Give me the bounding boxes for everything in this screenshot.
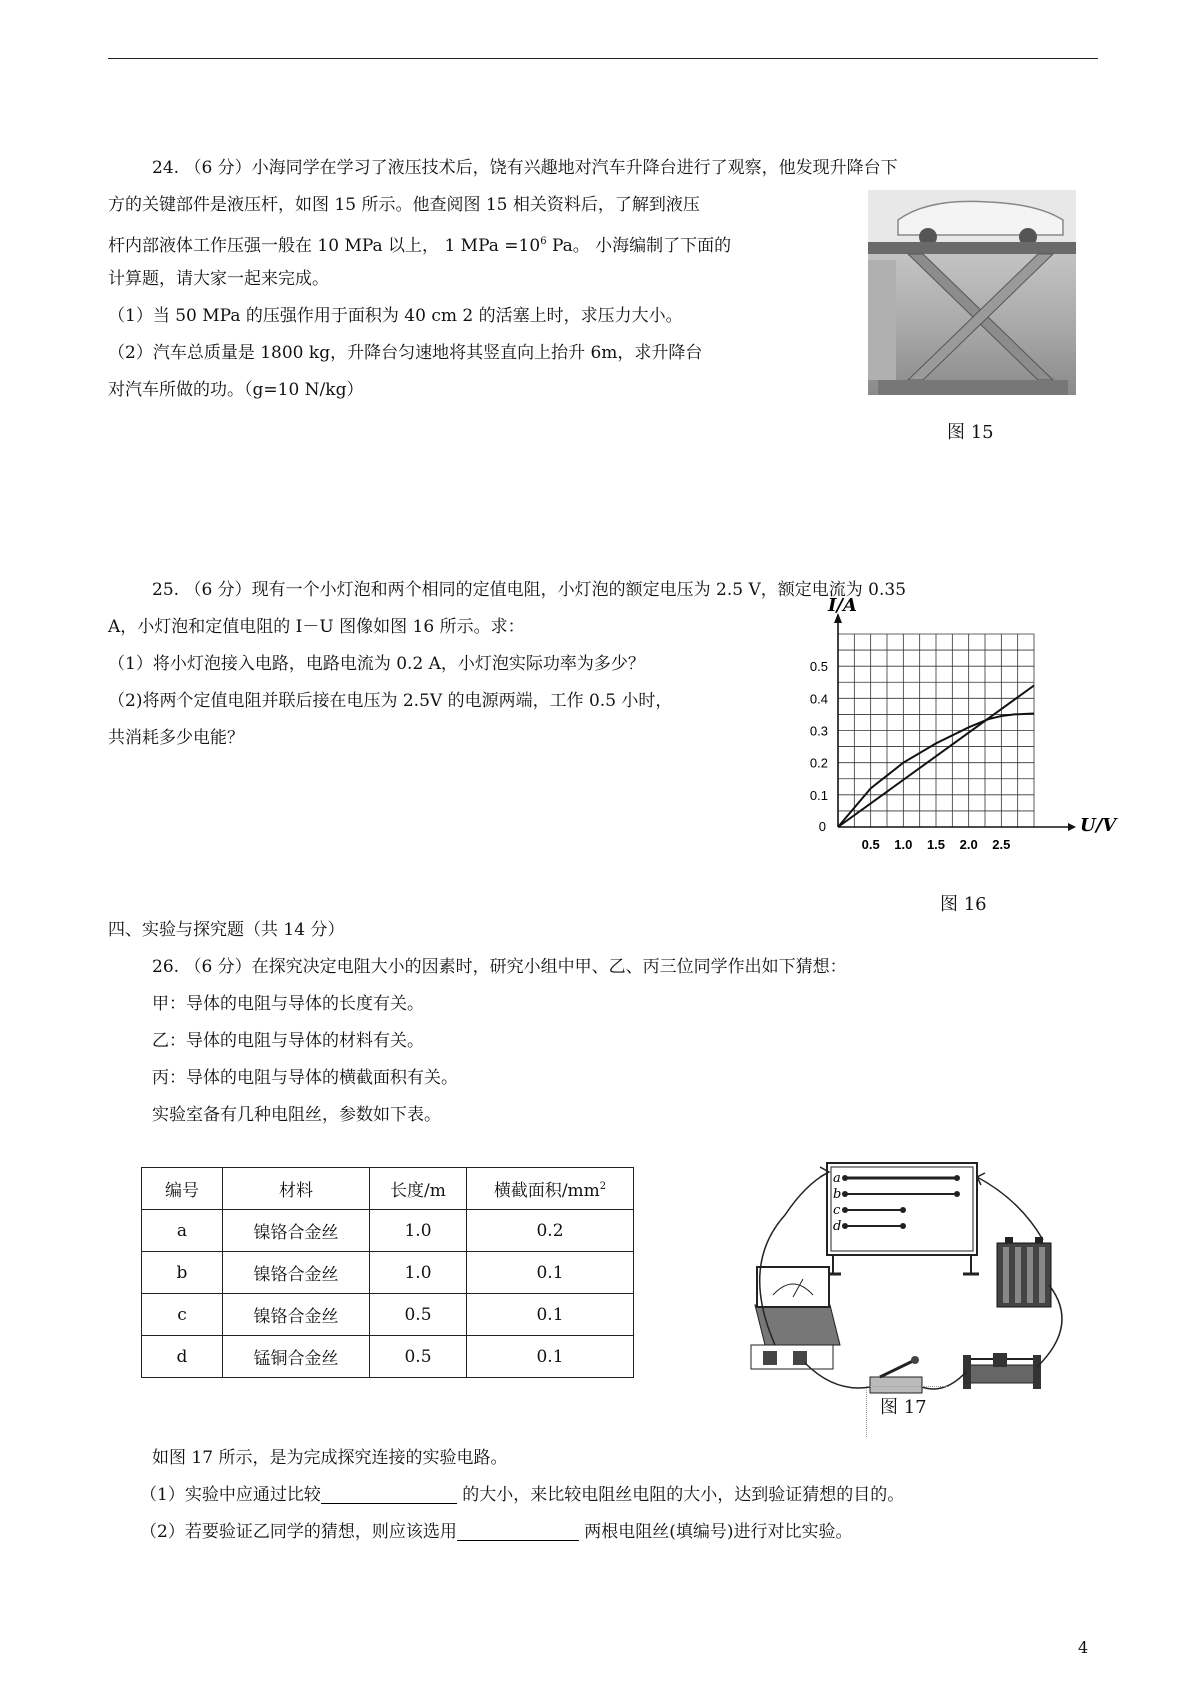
table-header-cell: 横截面积$/mm^2$ [467, 1168, 634, 1210]
section-4-heading: 四、实验与探究题（共 14 分） [108, 920, 345, 940]
q25-line1: 25. （6 分）现有一个小灯泡和两个相同的定值电阻，小灯泡的额定电压为 2.5 V，额定电流为 0.35 [152, 580, 907, 600]
table-cell: 0.1 [467, 1252, 634, 1294]
table-cell: 1.0 [370, 1252, 467, 1294]
q24-line2: 方的关键部件是液压杆，如图 15 所示。他查阅图 15 相关资料后，了解到液压 [108, 195, 700, 215]
resistance-wire-table [141, 1167, 634, 1378]
table-cell: 0.1 [467, 1294, 634, 1336]
y-tick-label: 0.2 [809, 755, 828, 771]
x-tick-label: 2.0 [959, 837, 978, 852]
x-tick-label: 2.5 [992, 837, 1011, 852]
q26-table-intro: 实验室备有几种电阻丝，参数如下表。 [152, 1105, 441, 1125]
table-header-row [142, 1168, 634, 1210]
y-tick-label: 0.4 [809, 691, 828, 707]
q26-hyp-a: 甲：导体的电阻与导体的长度有关。 [152, 994, 424, 1014]
rheostat [963, 1353, 1041, 1389]
figure-15-caption: 图 15 [947, 422, 994, 443]
table-cell: c [142, 1294, 223, 1336]
x-tick-label: 0.5 [861, 837, 880, 852]
header-rule [108, 58, 1098, 59]
y-tick-label: 0.3 [809, 723, 828, 739]
q24-line3: 杆内部液体工作压强一般在 10 MPa 以上， 1 MPa $=10^6$ Pa。 小海编制了下面的 [108, 236, 732, 256]
q25-part2a: （2)将两个定值电阻并联后接在电压为 2.5V 的电源两端，工作 0.5 小时， [108, 691, 673, 711]
wire-label: b [833, 1187, 842, 1202]
y-tick-label: 0.1 [809, 787, 828, 803]
wire-label: d [833, 1219, 842, 1234]
origin-label: 0 [818, 819, 826, 834]
q24-part1: （1）当 50 MPa 的压强作用于面积为 40 cm 2 的活塞上时，求压力大小。 [108, 306, 683, 326]
q25-line2: A，小灯泡和定值电阻的 I－U 图像如图 16 所示。求： [108, 617, 525, 637]
q24-line1: 24. （6 分）小海同学在学习了液压技术后，饶有兴趣地对汽车升降台进行了观察，他发现升降台下 [152, 158, 898, 178]
table-cell: 镍铬合金丝 [223, 1294, 370, 1336]
iu-graph [790, 595, 1117, 875]
q26-line1: 26. （6 分）在探究决定电阻大小的因素时，研究小组中甲、乙、丙三位同学作出如下猜想： [152, 957, 847, 977]
q24-part2b: 对汽车所做的功。（g=10 N/kg） [108, 380, 364, 400]
table-cell: 0.5 [370, 1336, 467, 1378]
table-cell: 0.5 [370, 1294, 467, 1336]
figure-17-caption: 图 17 [880, 1397, 927, 1418]
table-cell: 0.1 [467, 1336, 634, 1378]
circuit-diagram [745, 1155, 1090, 1415]
q24-part2a: （2）汽车总质量是 1800 kg，升降台匀速地将其竖直向上抬升 6m，求升降台 [108, 343, 703, 363]
q26-hyp-c: 丙：导体的电阻与导体的横截面积有关。 [152, 1068, 458, 1088]
q25-part1: （1）将小灯泡接入电路，电路电流为 0.2 A，小灯泡实际功率为多少？ [108, 654, 645, 674]
q25-part2b: 共消耗多少电能？ [108, 728, 244, 748]
table-header-cell: 长度/m [370, 1168, 467, 1210]
table-row [142, 1252, 634, 1294]
table-header-cell: 编号 [142, 1168, 223, 1210]
q26-part1: （1）实验中应通过比较 的大小，来比较电阻丝电阻的大小，达到验证猜想的目的。 [140, 1485, 905, 1505]
x-axis-arrow [1068, 823, 1076, 831]
answer-blank-2[interactable] [457, 1522, 579, 1541]
table-cell: 镍铬合金丝 [223, 1210, 370, 1252]
q26-part2: （2）若要验证乙同学的猜想，则应该选用 两根电阻丝(填编号)进行对比实验。 [140, 1522, 853, 1542]
x-tick-label: 1.5 [926, 837, 946, 852]
q26-circuit-intro: 如图 17 所示，是为完成探究连接的实验电路。 [152, 1448, 508, 1468]
battery [997, 1237, 1051, 1307]
figure-16-caption: 图 16 [940, 894, 987, 915]
q26-hyp-b: 乙：导体的电阻与导体的材料有关。 [152, 1031, 424, 1051]
table-cell: a [142, 1210, 223, 1252]
wire-label: c [833, 1203, 841, 1218]
wire-label: a [833, 1171, 841, 1186]
table-cell: 锰铜合金丝 [223, 1336, 370, 1378]
table-header-cell: 材料 [223, 1168, 370, 1210]
table-cell: b [142, 1252, 223, 1294]
q24-line4: 计算题，请大家一起来完成。 [108, 269, 329, 289]
y-axis-label: I/A [828, 595, 857, 616]
x-tick-label: 1.0 [894, 837, 913, 852]
table-cell: 镍铬合金丝 [223, 1252, 370, 1294]
page-number: 4 [1078, 1638, 1089, 1657]
table-cell: 0.2 [467, 1210, 634, 1252]
table-row [142, 1210, 634, 1252]
table-row [142, 1294, 634, 1336]
car-lift-photo [868, 190, 1076, 395]
table-row [142, 1336, 634, 1378]
x-axis-label: U/V [1080, 815, 1117, 836]
table-cell: 1.0 [370, 1210, 467, 1252]
answer-blank-1[interactable] [321, 1485, 457, 1504]
y-tick-label: 0.5 [809, 659, 828, 675]
table-cell: d [142, 1336, 223, 1378]
ammeter [751, 1267, 840, 1369]
